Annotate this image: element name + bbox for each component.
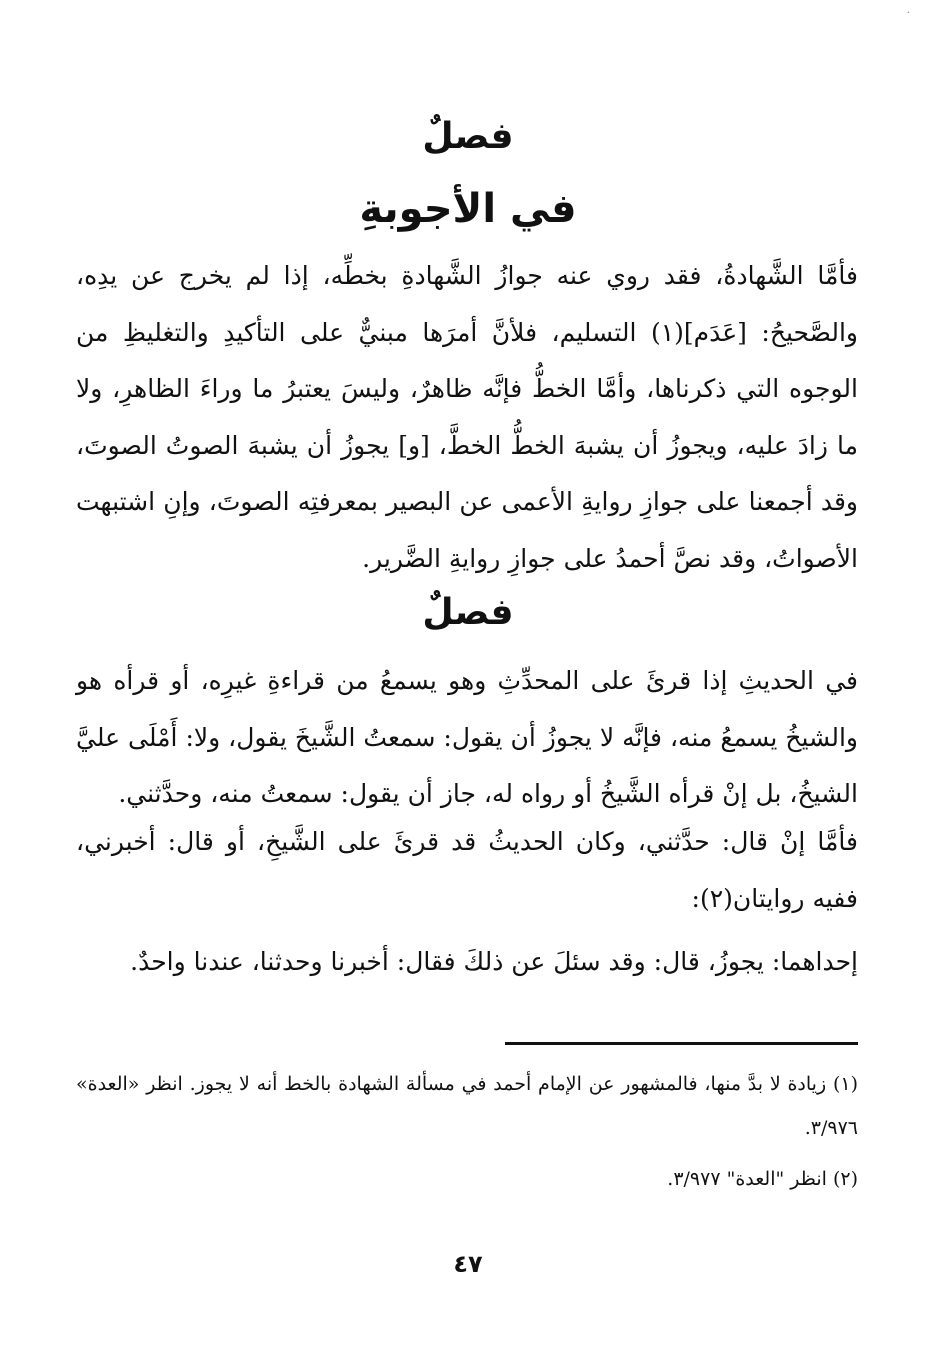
footnote-1: (١) زيادة لا بدَّ منها، فالمشهور عن الإمام أحمد في مسألة الشهادة بالخط أنه لا يجوز. انظر «العدة» ٣/٩٧٦. xyxy=(76,1073,858,1139)
corner-mark: · xyxy=(906,8,910,19)
footnote-2: (٢) انظر "العدة" ٣/٩٧٧. xyxy=(667,1168,858,1190)
footnote-separator xyxy=(505,1042,858,1045)
section-heading-2: فصلٌ xyxy=(422,592,514,633)
section-heading-1: فصلٌ xyxy=(422,116,514,157)
paragraph-testimony: فأمَّا الشَّهادةُ، فقد روي عنه جوازُ الشَّهادةِ بخطِّه، إذا لم يخرج عن يدِه، والصَّحيحُ: [عَدَم](١) التسليم، فلأنَّ أمرَها مبنيٌّ على التأكيدِ والتغليظِ من الوجوه التي ذكرناها، وأمَّا الخطُّ فإنَّه ظاهرٌ، وليسَ يعتبرُ ما وراءَ الظاهرِ، ولا ما زادَ عليه، ويجوزُ أن يشبهَ الخطُّ الخطَّ، [و] يجوزُ أن يشبهَ الصوتُ الصوتَ، وقد أجمعنا على جوازِ روايةِ الأعمى عن البصير بمعرفتِه الصوتَ، وإنِ اشتبهت الأصواتُ، وقد نصَّ أحمدُ على جوازِ روايةِ الضَّرير. xyxy=(76,261,858,573)
paragraph-hadith-reading: في الحديثِ إذا قرئَ على المحدِّثِ وهو يسمعُ من قراءةِ غيرِه، أو قرأه هو والشيخُ يسمعُ منه، فإنَّه لا يجوزُ أن يقول: سمعتُ الشَّيخَ يقول، ولا: أَمْلَى عليَّ الشيخُ، بل إنْ قرأه الشَّيخُ أو رواه له، جاز أن يقول: سمعتُ منه، وحدَّثني. xyxy=(76,666,858,808)
page-number: ٤٧ xyxy=(453,1250,483,1278)
section-subtitle: في الأجوبةِ xyxy=(359,186,577,232)
paragraph-first-narration: إحداهما: يجوزُ، قال: وقد سئلَ عن ذلكَ فقال: أخبرنا وحدثنا، عندنا واحدٌ. xyxy=(130,947,858,976)
paragraph-two-narrations: فأمَّا إنْ قال: حدَّثني، وكان الحديثُ قد قرئَ على الشَّيخِ، أو قال: أخبرني، ففيه روايتان(٢): xyxy=(76,827,858,913)
